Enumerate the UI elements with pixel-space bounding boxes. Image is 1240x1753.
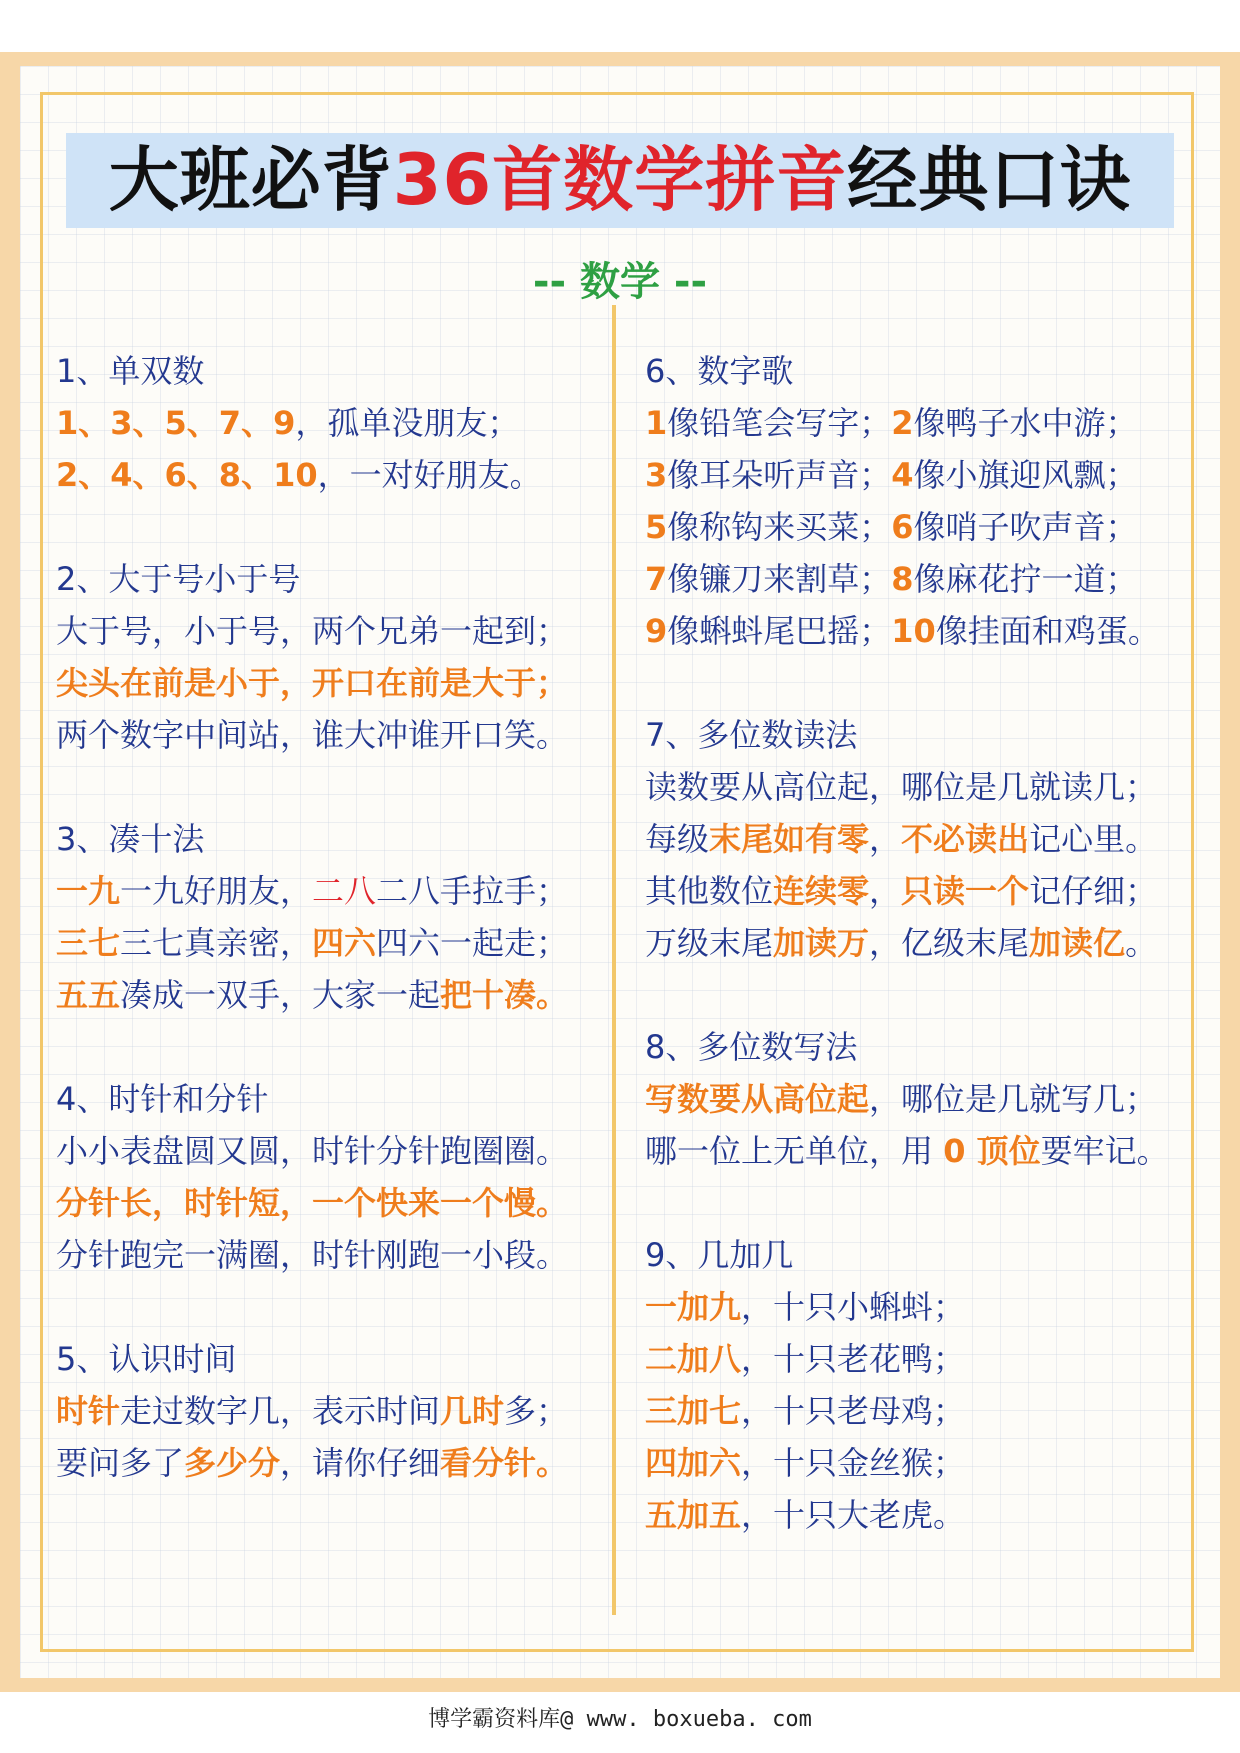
section-4 [56,1073,608,1281]
verse-segment: 四六 [312,924,377,962]
verse-segment: 读数要从高位起，哪位是几就读几； [645,768,1158,806]
verse-segment: 尖头在前是小于，开口在前是大于； [56,664,569,702]
verse-segment: 每级 [645,820,710,858]
section-title: 5、认识时间 [56,1340,237,1378]
section-title: 3、凑十法 [56,820,205,858]
verse-segment: 多； [504,1392,569,1430]
verse-line [56,709,608,761]
verse-segment: 。 [1125,924,1158,962]
verse-line [56,1229,608,1281]
verse-segment: 连续零 [773,872,870,910]
section-6 [645,345,1200,657]
verse-line [645,449,1200,501]
verse-segment: 其他数位 [645,872,774,910]
verse-line [645,1437,1200,1489]
verse-segment: 写数要从高位起 [645,1080,870,1118]
verse-segment: 像挂面和鸡蛋。 [935,612,1160,650]
section-2 [56,553,608,761]
verse-line [56,1125,608,1177]
page-title [66,133,1174,228]
verse-segment: 像镰刀来割草； [667,560,892,598]
left-column [56,345,608,1541]
verse-segment: 四加六 [645,1444,742,1482]
verse-segment: 二八手拉手； [376,872,569,910]
verse-segment: ，孤单没朋友； [295,404,520,442]
verse-segment: 一九 [56,872,121,910]
verse-line [56,449,608,501]
verse-line [56,865,608,917]
verse-line [56,1437,608,1489]
verse-line [645,761,1200,813]
verse-segment: 只读一个 [901,872,1030,910]
verse-segment: ，请你仔细 [280,1444,441,1482]
verse-segment: 万级末尾 [645,924,774,962]
section-3 [56,813,608,1021]
verse-segment: 记仔细； [1029,872,1158,910]
verse-segment: 四六一起走； [376,924,569,962]
verse-line [56,969,608,1021]
verse-line [645,813,1200,865]
verse-segment: 看分针。 [440,1444,569,1482]
verse-line [56,397,608,449]
verse-segment: 凑成一双手，大家一起 [120,976,441,1014]
title-part-3: 经典口诀 [847,139,1132,221]
verse-segment: 5 [645,508,668,546]
verse-line [645,397,1200,449]
verse-line [645,1125,1200,1177]
section-title: 4、时针和分针 [56,1080,269,1118]
title-part-2: 36首数学拼音 [392,139,848,221]
section-title: 1、单双数 [56,352,205,390]
verse-segment: 走过数字几，表示时间 [120,1392,441,1430]
verse-segment: 6 [891,508,914,546]
verse-segment: 1、3、5、7、9 [56,404,296,442]
verse-segment: 加读亿 [1029,924,1126,962]
verse-segment: 2 [891,404,914,442]
title-part-1: 大班必背 [108,139,393,221]
verse-line [645,501,1200,553]
verse-segment: 三七 [56,924,121,962]
section-title: 9、几加几 [645,1236,794,1274]
verse-line [645,1489,1200,1541]
verse-segment: ，十只小蝌蚪； [741,1288,966,1326]
verse-segment: 0 顶位 [943,1132,1041,1170]
verse-segment: 像小旗迎风飘； [913,456,1138,494]
verse-segment: 五五 [56,976,121,1014]
verse-segment: 3 [645,456,668,494]
verse-segment: 两个数字中间站，谁大冲谁开口笑。 [56,716,569,754]
verse-line [645,1333,1200,1385]
verse-segment: 大于号，小于号，两个兄弟一起到； [56,612,569,650]
verse-segment: 像鸭子水中游； [913,404,1138,442]
verse-segment: 把十凑。 [440,976,569,1014]
verse-segment: ，亿级末尾 [869,924,1030,962]
section-8 [645,1021,1200,1177]
verse-segment: 一加九 [645,1288,742,1326]
section-title: 7、多位数读法 [645,716,858,754]
verse-segment: ，一对好朋友。 [317,456,542,494]
verse-segment: 1 [645,404,668,442]
verse-segment: 要牢记。 [1040,1132,1169,1170]
verse-segment: 像麻花拧一道； [913,560,1138,598]
verse-line [645,605,1200,657]
verse-line [645,1281,1200,1333]
verse-segment: 二八 [312,872,377,910]
section-title: 8、多位数写法 [645,1028,858,1066]
verse-segment: 9 [645,612,668,650]
verse-segment: 哪一位上无单位，用 [645,1132,944,1170]
verse-segment: 2、4、6、8、10 [56,456,318,494]
verse-line [56,605,608,657]
section-5 [56,1333,608,1489]
verse-segment: 7 [645,560,668,598]
verse-segment: ， [869,820,902,858]
section-title: 6、数字歌 [645,352,794,390]
verse-segment: 分针长，时针短，一个快来一个慢。 [56,1184,569,1222]
verse-segment: 像蝌蚪尾巴摇； [667,612,892,650]
verse-segment: ，哪位是几就写几； [869,1080,1158,1118]
section-1 [56,345,608,501]
section-7 [645,709,1200,969]
verse-segment: 8 [891,560,914,598]
verse-segment: 几时 [440,1392,505,1430]
verse-segment: 像称钩来买菜； [667,508,892,546]
verse-line [645,917,1200,969]
verse-segment: 五加五 [645,1496,742,1534]
verse-line [56,917,608,969]
verse-segment: 分针跑完一满圈，时针刚跑一小段。 [56,1236,569,1274]
verse-segment: 三加七 [645,1392,742,1430]
verse-segment: 像哨子吹声音； [913,508,1138,546]
verse-line [645,865,1200,917]
verse-line [56,1177,608,1229]
verse-segment: ，十只金丝猴； [741,1444,966,1482]
verse-segment: 小小表盘圆又圆，时针分针跑圈圈。 [56,1132,569,1170]
verse-segment: 像耳朵听声音； [667,456,892,494]
verse-line [645,1385,1200,1437]
verse-segment: 像铅笔会写字； [667,404,892,442]
verse-line [645,1073,1200,1125]
verse-segment: 二加八 [645,1340,742,1378]
verse-segment: 时针 [56,1392,121,1430]
verse-line [56,657,608,709]
verse-segment: 三七真亲密， [120,924,313,962]
verse-segment: 多少分 [184,1444,281,1482]
verse-line [56,1385,608,1437]
section-subtitle: -- 数学 -- [532,259,708,305]
verse-segment: 10 [891,612,936,650]
section-title: 2、大于号小于号 [56,560,301,598]
verse-segment: 要问多了 [56,1444,185,1482]
verse-segment: 末尾如有零 [709,820,870,858]
verse-segment: ， [869,872,902,910]
footer-watermark: 博学霸资料库@ www. boxueba. com [428,1707,812,1732]
section-9 [645,1229,1200,1541]
verse-segment: 4 [891,456,914,494]
column-divider [612,305,616,1615]
verse-segment: 不必读出 [901,820,1030,858]
right-column [645,345,1200,1593]
verse-segment: 加读万 [773,924,870,962]
verse-segment: 记心里。 [1029,820,1158,858]
verse-segment: 一九好朋友， [120,872,313,910]
verse-segment: ，十只大老虎。 [741,1496,966,1534]
verse-line [645,553,1200,605]
verse-segment: ，十只老花鸭； [741,1340,966,1378]
verse-segment: ，十只老母鸡； [741,1392,966,1430]
